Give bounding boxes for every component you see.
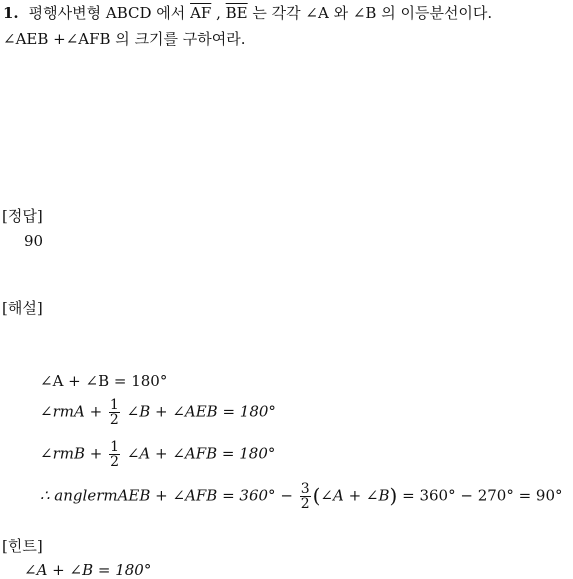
solution-line-4 (40, 482, 563, 511)
fraction-denominator: 2 (109, 412, 119, 428)
problem-number: 1. (3, 4, 19, 22)
problem-text-part-3: 는 각각 ∠A 와 ∠B 의 이등분선이다. (252, 4, 493, 22)
solution-line-3-post: ∠A + ∠AFB = 180° (126, 444, 276, 463)
hint-text (24, 561, 151, 579)
fraction-numerator: 1 (109, 397, 119, 413)
answer-label: [정답] (2, 207, 43, 225)
segment-be: $\overline{BE}$ (225, 4, 248, 22)
segment-af: $\overline{AF}$ (190, 4, 212, 22)
hint-formula: ∠A + ∠B = 180° (24, 561, 152, 579)
hint-label: [힌트] (2, 537, 43, 555)
problem-text-part-1: 평행사변형 ABCD 에서 (28, 4, 186, 22)
solution-line-1: ∠A + ∠B = 180° (40, 372, 168, 390)
fraction-denominator: 2 (300, 496, 310, 512)
fraction-numerator: 1 (110, 439, 120, 455)
fraction-one-half (109, 398, 120, 427)
paren-close: ) (389, 483, 398, 508)
problem-line-2: ∠AEB +∠AFB 의 크기를 구하여라. (3, 30, 246, 48)
problem-text-part-2: , (216, 4, 221, 22)
solution-line-3-pre: ∠rmB + (40, 444, 103, 463)
solution-line-4-mid: ∠A + ∠B (320, 486, 390, 505)
fraction-numerator: 3 (300, 481, 310, 497)
solution-line-2 (40, 398, 276, 427)
solution-label: [해설] (2, 299, 43, 317)
paren-open: ( (312, 483, 321, 508)
solution-line-4-post: = 360° − 270° = 90° (402, 486, 563, 505)
fraction-three-halves (300, 482, 311, 511)
solution-line-4-pre: ∴ anglermAEB + ∠AFB = 360° − (40, 486, 293, 505)
problem-line-1 (3, 2, 492, 23)
solution-line-2-post: ∠B + ∠AEB = 180° (126, 402, 276, 421)
solution-line-3 (40, 440, 275, 469)
fraction-denominator: 2 (110, 454, 120, 470)
solution-line-2-pre: ∠rmA + (40, 402, 103, 421)
answer-value: 90 (24, 232, 44, 250)
fraction-one-half (109, 440, 120, 469)
